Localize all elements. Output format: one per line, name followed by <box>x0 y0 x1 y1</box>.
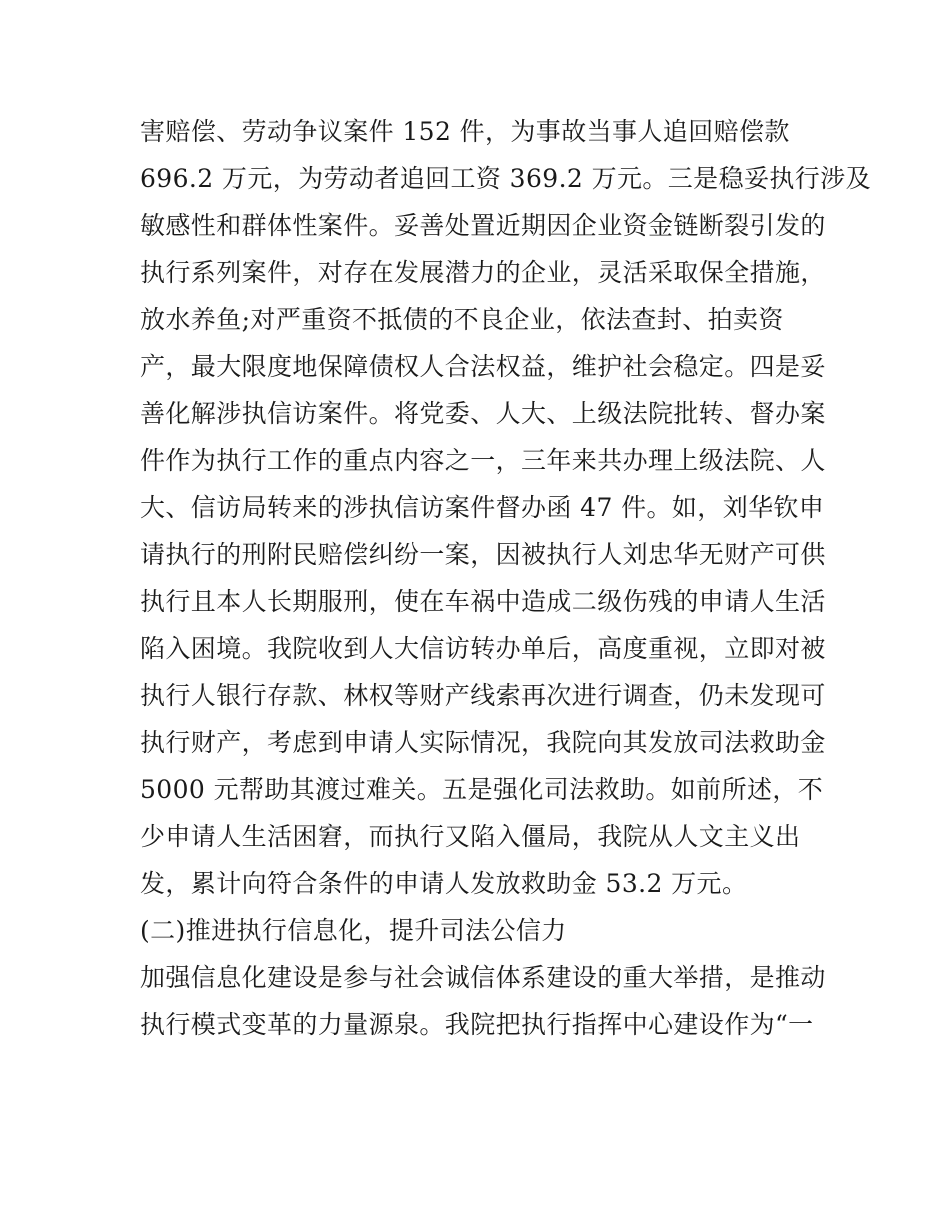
text-line: 敏感性和群体性案件。妥善处置近期因企业资金链断裂引发的 <box>140 211 826 240</box>
text-line: 加强信息化建设是参与社会诚信体系建设的重大举措，是推动 <box>140 963 826 992</box>
text-line: 执行财产，考虑到申请人实际情况，我院向其发放司法救助金 <box>140 728 826 757</box>
section-heading: (二)推进执行信息化，提升司法公信力 <box>140 916 567 945</box>
text-line: 大、信访局转来的涉执信访案件督办函 47 件。如，刘华钦申 <box>140 493 825 522</box>
text-line: 善化解涉执信访案件。将党委、人大、上级法院批转、督办案 <box>140 399 826 428</box>
text-line: 件作为执行工作的重点内容之一，三年来共办理上级法院、人 <box>140 446 826 475</box>
text-line: 产，最大限度地保障债权人合法权益，维护社会稳定。四是妥 <box>140 352 826 381</box>
text-line: 696.2 万元，为劳动者追回工资 369.2 万元。三是稳妥执行涉及 <box>140 164 871 193</box>
text-line: 放水养鱼;对严重资不抵债的不良企业，依法查封、拍卖资 <box>140 305 784 334</box>
text-line: 请执行的刑附民赔偿纠纷一案，因被执行人刘忠华无财产可供 <box>140 540 826 569</box>
text-line: 执行系列案件，对存在发展潜力的企业，灵活采取保全措施， <box>140 258 826 287</box>
text-line: 执行人银行存款、林权等财产线索再次进行调查，仍未发现可 <box>140 681 826 710</box>
text-line: 陷入困境。我院收到人大信访转办单后，高度重视，立即对被 <box>140 634 826 663</box>
text-line: 少申请人生活困窘，而执行又陷入僵局，我院从人文主义出 <box>140 822 801 851</box>
text-line: 发，累计向符合条件的申请人发放救助金 53.2 万元。 <box>140 869 748 898</box>
text-line: 害赔偿、劳动争议案件 152 件，为事故当事人追回赔偿款 <box>140 117 790 146</box>
body-text <box>140 108 871 1048</box>
text-line: 执行模式变革的力量源泉。我院把执行指挥中心建设作为“一 <box>140 1010 814 1039</box>
text-line: 执行且本人长期服刑，使在车祸中造成二级伤残的申请人生活 <box>140 587 826 616</box>
text-line: 5000 元帮助其渡过难关。五是强化司法救助。如前所述，不 <box>140 775 824 804</box>
